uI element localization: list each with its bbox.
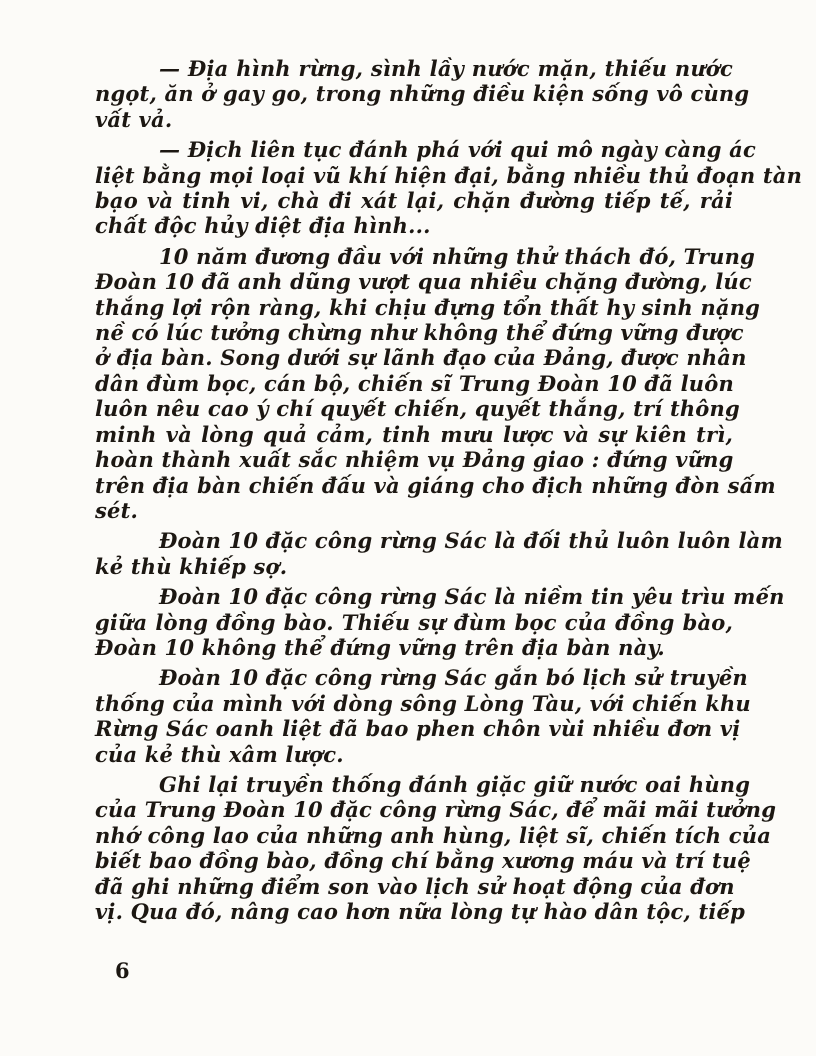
text-line: Đoàn 10 đặc công rừng Sác là đối thủ luôn luôn làm bbox=[159, 528, 783, 554]
text-line: vất vả. bbox=[95, 106, 173, 132]
text-line: đã ghi những điểm son vào lịch sử hoạt động của đơn bbox=[95, 873, 735, 899]
text-line: sét. bbox=[95, 497, 138, 523]
text-line: thống của mình với dòng sông Lòng Tàu, với chiến khu bbox=[95, 690, 751, 716]
text-line: ở địa bàn. Song dưới sự lãnh đạo của Đảng, được nhân bbox=[95, 345, 747, 371]
text-line: Rừng Sác oanh liệt đã bao phen chôn vùi nhiều đơn vị bbox=[95, 716, 741, 742]
text-line: ngọt, ăn ở gay go, trong những điều kiện sống vô cùng bbox=[95, 81, 750, 107]
text-line: kẻ thù khiếp sợ. bbox=[95, 553, 288, 579]
text-line: — Địa hình rừng, sình lầy nước mặn, thiếu nước bbox=[159, 56, 733, 81]
paragraph bbox=[95, 584, 785, 660]
text-line: Đoàn 10 đặc công rừng Sác gắn bó lịch sử truyền bbox=[159, 665, 748, 691]
page-number: 6 bbox=[115, 958, 130, 983]
paragraph bbox=[95, 243, 776, 523]
text-line: Đoàn 10 đã anh dũng vượt qua nhiều chặng đường, lúc bbox=[95, 269, 752, 295]
text-line: dân đùm bọc, cán bộ, chiến sĩ Trung Đoàn 10 đã luôn bbox=[95, 370, 734, 396]
text-line: vị. Qua đó, nâng cao hơn nữa lòng tự hào dân tộc, tiếp bbox=[95, 899, 745, 924]
paragraph bbox=[95, 56, 750, 132]
text-line: giữa lòng đồng bào. Thiếu sự đùm bọc của đồng bào, bbox=[95, 609, 733, 635]
text-line: trên địa bàn chiến đấu và giáng cho địch những đòn sấm bbox=[95, 472, 776, 498]
paragraph bbox=[95, 771, 777, 924]
text-line: nhớ công lao của những anh hùng, liệt sĩ, chiến tích của bbox=[95, 822, 772, 848]
text-line: Đoàn 10 không thể đứng vững trên địa bàn này. bbox=[95, 634, 665, 660]
text-line: của kẻ thù xâm lược. bbox=[95, 741, 344, 767]
text-line: chất độc hủy diệt địa hình... bbox=[95, 213, 431, 239]
page-text bbox=[95, 56, 803, 929]
text-line: minh và lòng quả cảm, tinh mưu lược và sự kiên trì, bbox=[95, 421, 733, 447]
text-line: của Trung Đoàn 10 đặc công rừng Sác, để mãi mãi tưởng bbox=[95, 797, 777, 823]
paragraph bbox=[95, 528, 783, 579]
text-line: luôn nêu cao ý chí quyết chiến, quyết thắng, trí thông bbox=[95, 396, 740, 422]
text-line: thắng lợi rộn ràng, khi chịu đựng tổn thất hy sinh nặng bbox=[95, 294, 761, 320]
text-line: Ghi lại truyền thống đánh giặc giữ nước oai hùng bbox=[159, 771, 751, 797]
paragraph bbox=[95, 665, 751, 767]
text-line: liệt bằng mọi loại vũ khí hiện đại, bằng nhiều thủ đoạn tàn bbox=[95, 162, 803, 188]
text-line: biết bao đồng bào, đồng chí bằng xương máu và trí tuệ bbox=[95, 848, 751, 874]
text-line: bạo và tinh vi, chà đi xát lại, chặn đường tiếp tế, rải bbox=[95, 188, 733, 214]
text-line: — Địch liên tục đánh phá với qui mô ngày càng ác bbox=[159, 137, 756, 163]
paragraph bbox=[95, 137, 803, 239]
text-line: nề có lúc tưởng chừng như không thể đứng vững được bbox=[95, 320, 744, 346]
text-line: hoàn thành xuất sắc nhiệm vụ Đảng giao : đứng vững bbox=[95, 447, 734, 473]
text-line: Đoàn 10 đặc công rừng Sác là niềm tin yêu trìu mến bbox=[159, 584, 785, 610]
text-line: 10 năm đương đầu với những thử thách đó, Trung bbox=[159, 243, 755, 269]
